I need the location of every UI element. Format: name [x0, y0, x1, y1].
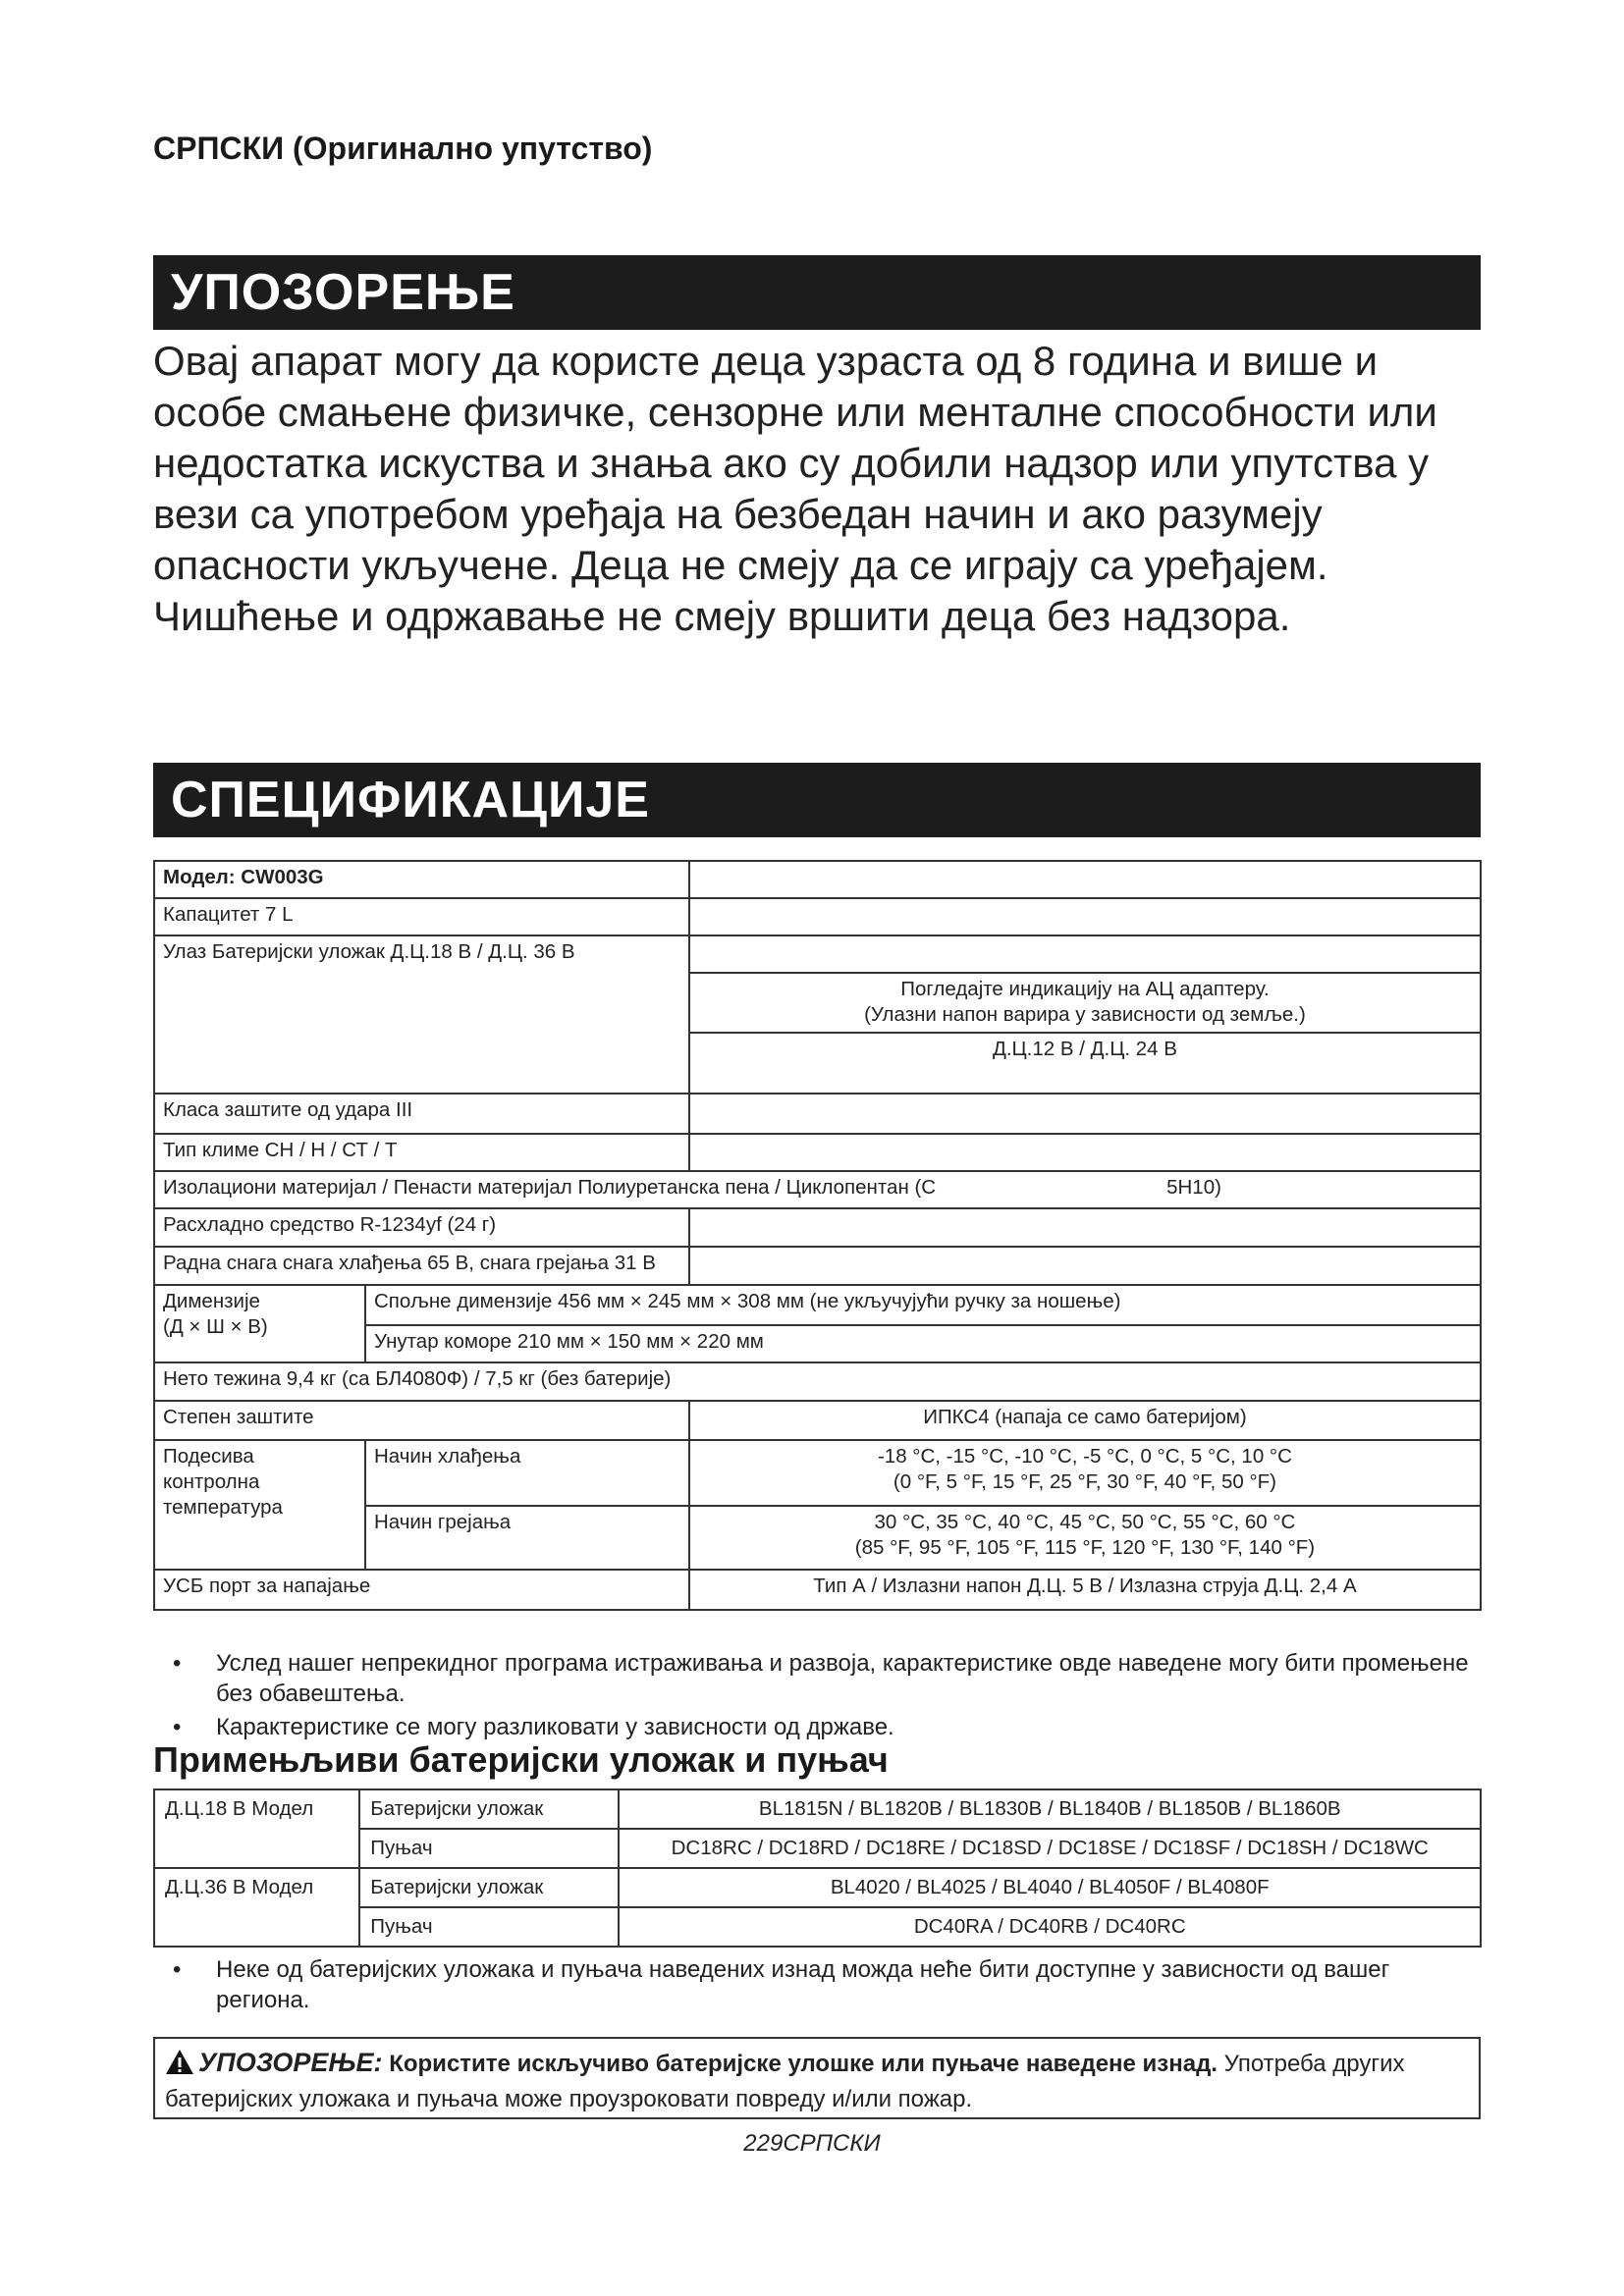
specifications-banner: СПЕЦИФИКАЦИЈЕ: [153, 763, 1481, 837]
table-row: [154, 1868, 1481, 1907]
table-row: [154, 935, 1481, 973]
dimensions-inner: Унутар коморе 210 мм × 150 мм × 220 мм: [365, 1325, 1481, 1362]
table-row: [154, 1171, 1481, 1208]
value-cell: BL4020 / BL4025 / BL4040 / BL4050F / BL4080F: [619, 1868, 1481, 1907]
table-row: [154, 898, 1481, 935]
table-row: [154, 861, 1481, 898]
heating-mode-label: Начин грејања: [365, 1506, 689, 1570]
climate-type-cell: Тип климе СН / Н / СТ / Т: [154, 1134, 689, 1171]
protection-class-cell: Класа заштите од удара III: [154, 1094, 689, 1134]
heating-mode-value: 30 °C, 35 °C, 40 °C, 45 °C, 50 °C, 55 °C, 60 °C (85 °F, 95 °F, 105 °F, 115 °F, 120 °F, 130 °F, 140 °F): [689, 1506, 1481, 1570]
table-row: [154, 1789, 1481, 1829]
insulation-formula: 5H10): [1166, 1176, 1221, 1199]
cooling-mode-label: Начин хлађења: [365, 1440, 689, 1506]
model-36v-cell: Д.Ц.36 В Модел: [154, 1868, 359, 1947]
list-item: • Неке од батеријских уложака и пуњача наведених изнад можда неће бити доступне у зависности од вашег региона.: [153, 1954, 1481, 2015]
list-item: • Карактеристике се могу разликовати у зависности од државе.: [153, 1712, 1481, 1742]
warning-banner: УПОЗОРЕЊЕ: [153, 255, 1481, 330]
value-cell: DC40RA / DC40RB / DC40RC: [619, 1907, 1481, 1947]
dimensions-outer: Спољне димензије 456 мм × 245 мм × 308 мм (не укључујући ручку за ношење): [365, 1285, 1481, 1325]
type-cell: Пуњач: [359, 1829, 619, 1868]
value-cell: DC18RC / DC18RD / DC18RE / DC18SD / DC18SE / DC18SF / DC18SH / DC18WC: [619, 1829, 1481, 1868]
warning-triangle-icon: [165, 2049, 194, 2084]
list-item: • Услед нашег непрекидног програма истраживања и развоја, карактеристике овде наведене могу бити промењене без обавештења.: [153, 1648, 1481, 1709]
warning-label: УПОЗОРЕЊЕ:: [198, 2048, 383, 2077]
model-18v-cell: Д.Ц.18 В Модел: [154, 1789, 359, 1868]
power-cell: Радна снага снага хлађења 65 В, снага грејања 31 В: [154, 1247, 689, 1285]
insulation-text: Изолациони материјал / Пенасти материјал Полиуретанска пена / Циклопентан (С: [163, 1176, 937, 1199]
table-row: [154, 1401, 1481, 1440]
input-battery-cell: Улаз Батеријски уложак Д.Ц.18 В / Д.Ц. 36 В: [154, 935, 689, 1094]
ac-adapter-value: Погледајте индикацију на АЦ адаптеру. (Улазни напон варира у зависности од земље.): [689, 973, 1481, 1033]
battery-table: [153, 1789, 1482, 1948]
table-row: [154, 1247, 1481, 1285]
type-cell: Батеријски уложак: [359, 1789, 619, 1829]
battery-notes: [153, 1954, 1481, 2018]
refrigerant-cell: Расхладно средство R-1234yf (24 г): [154, 1208, 689, 1247]
temperature-label: Подесива контролна температура: [154, 1440, 365, 1570]
table-row: [154, 1094, 1481, 1134]
dimensions-label: Димензије (Д × Ш × В): [154, 1285, 365, 1362]
table-row: [154, 1134, 1481, 1171]
warning-text: Употреба других батеријских уложака и пуњача може проузроковати повреду и/или пожар.: [165, 2051, 1405, 2112]
value-cell: BL1815N / BL1820B / BL1830B / BL1840B / BL1850B / BL1860B: [619, 1789, 1481, 1829]
type-cell: Батеријски уложак: [359, 1868, 619, 1907]
cooling-mode-value: -18 °C, -15 °C, -10 °C, -5 °C, 0 °C, 5 °C, 10 °C (0 °F, 5 °F, 15 °F, 25 °F, 30 °F, 40 °F, 50 °F): [689, 1440, 1481, 1506]
page-header: СРПСКИ (Оригинално упутство): [153, 131, 653, 166]
capacity-cell: Капацитет 7 L: [154, 898, 689, 935]
model-cell: Модел: CW003G: [154, 861, 689, 898]
table-row: [154, 1285, 1481, 1325]
page-footer: 229СРПСКИ: [743, 2130, 881, 2157]
warning-paragraph: Овај апарат могу да користе деца узраста од 8 година и више и особе смањене физичке, сензорне или менталне способности или недостатка искуства и знања ако су добили надзор или упутства у вези са употребом уређаја на безбедан начин и ако разумеју опасности укључене. Деца не смеју да се играју са уређајем. Чишћење и одржавање не смеју вршити деца без надзора.: [153, 338, 1437, 639]
warning-bold-text: Користите искључиво батеријске улошке или пуњаче наведене изнад.: [382, 2051, 1218, 2077]
type-cell: Пуњач: [359, 1907, 619, 1947]
cigarette-adapter-value: Д.Ц.12 В / Д.Ц. 24 В: [689, 1033, 1481, 1094]
battery-section-heading: Примењљиви батеријски уложак и пуњач: [153, 1739, 889, 1780]
table-row: [154, 1440, 1481, 1506]
table-row: [154, 1570, 1481, 1610]
table-row: [154, 1208, 1481, 1247]
spec-notes: [153, 1648, 1481, 1745]
battery-warning-box: [153, 2037, 1481, 2119]
specifications-table: [153, 860, 1482, 1611]
table-row: [154, 1362, 1481, 1401]
insulation-cell: [154, 1171, 1481, 1208]
ip-label: Степен заштите: [154, 1401, 689, 1440]
usb-label: УСБ порт за напајање: [154, 1570, 689, 1610]
ip-value: ИПКС4 (напаја се само батеријом): [689, 1401, 1481, 1440]
net-weight-cell: Нето тежина 9,4 кг (са БЛ4080Ф) / 7,5 кг (без батерије): [154, 1362, 1481, 1401]
usb-value: Тип А / Излазни напон Д.Ц. 5 В / Излазна струја Д.Ц. 2,4 А: [689, 1570, 1481, 1610]
